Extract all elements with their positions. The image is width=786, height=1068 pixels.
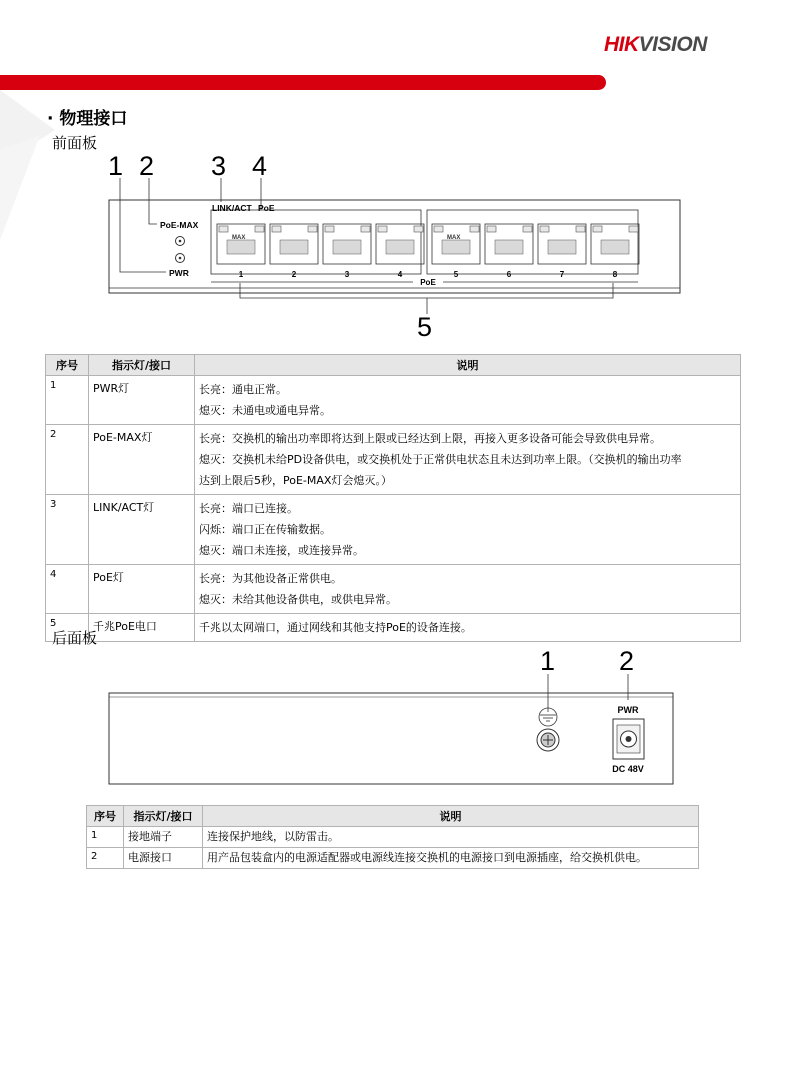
row-name: LINK/ACT灯	[89, 495, 195, 565]
rear-panel-title: 后面板	[52, 629, 98, 647]
port-number: 2	[291, 270, 297, 279]
header-num: 序号	[46, 355, 89, 376]
port-number: 7	[559, 270, 565, 279]
port-number: 4	[397, 270, 403, 279]
table-row	[87, 848, 699, 869]
table-row	[46, 614, 741, 642]
header-num: 序号	[87, 806, 124, 827]
row-name: 接地端子	[124, 827, 203, 848]
table-row	[46, 376, 741, 425]
row-desc: 长亮：交换机的输出功率即将达到上限或已经达到上限，再接入更多设备可能会导致供电异常。 熄灭：交换机未给PD设备供电，或交换机处于正常供电状态且未达到功率上限。（交换机的输出功率 达到上限后5秒，PoE-MAX灯会熄灭。）	[195, 425, 741, 495]
row-desc: 长亮：通电正常。 熄灭：未通电或通电异常。	[195, 376, 741, 425]
ground-terminal-icon	[537, 729, 559, 751]
dc-label: DC 48V	[612, 764, 644, 774]
row-num: 3	[46, 495, 89, 565]
port-number: 5	[453, 270, 459, 279]
port-number: 8	[612, 270, 618, 279]
section-title: · 物理接口	[47, 109, 128, 129]
row-num: 5	[46, 614, 89, 642]
table-row	[87, 827, 699, 848]
callout-4: 4	[252, 151, 268, 181]
row-name: PWR灯	[89, 376, 195, 425]
rear-pwr-label: PWR	[617, 705, 639, 715]
header-desc: 说明	[195, 355, 741, 376]
row-name: PoE-MAX灯	[89, 425, 195, 495]
header-name: 指示灯/接口	[124, 806, 203, 827]
row-num: 4	[46, 565, 89, 614]
row-num: 2	[46, 425, 89, 495]
callout-5: 5	[417, 312, 433, 342]
row-name: 千兆PoE电口	[89, 614, 195, 642]
front-panel-diagram	[100, 148, 690, 343]
callout-3: 3	[211, 151, 227, 181]
row-num: 1	[46, 376, 89, 425]
max-label-left: MAX	[232, 235, 246, 241]
row-desc: 长亮：为其他设备正常供电。 熄灭：未给其他设备供电，或供电异常。	[195, 565, 741, 614]
table-header-row	[87, 806, 699, 827]
row-name: 电源接口	[124, 848, 203, 869]
row-desc: 长亮：端口已连接。 闪烁：端口正在传输数据。 熄灭：端口未连接，或连接异常。	[195, 495, 741, 565]
row-desc: 用产品包装盒内的电源适配器或电源线连接交换机的电源接口到电源插座，给交换机供电。	[203, 848, 699, 869]
header-red-bar	[0, 75, 606, 90]
row-num: 2	[87, 848, 124, 869]
front-panel-table	[45, 354, 741, 642]
port-number: 1	[238, 270, 244, 279]
link-act-label: LINK/ACT	[212, 203, 252, 213]
table-row	[46, 425, 741, 495]
header-name: 指示灯/接口	[89, 355, 195, 376]
poe-bar-label: PoE	[420, 278, 436, 287]
row-num: 1	[87, 827, 124, 848]
row-desc: 连接保护地线，以防雷击。	[203, 827, 699, 848]
header-desc: 说明	[203, 806, 699, 827]
port-number: 3	[344, 270, 350, 279]
front-panel-title: 前面板	[52, 134, 98, 152]
poe-max-label: PoE-MAX	[160, 220, 199, 230]
max-label-right: MAX	[447, 235, 461, 241]
row-name: PoE灯	[89, 565, 195, 614]
callout-2: 2	[139, 151, 155, 181]
hikvision-logo: HIKVISION	[604, 33, 707, 56]
rear-callout-1: 1	[540, 646, 556, 676]
port-number: 6	[506, 270, 512, 279]
table-row	[46, 495, 741, 565]
poe-label: PoE	[258, 203, 275, 213]
rear-callout-2: 2	[619, 646, 635, 676]
power-jack-icon	[613, 719, 644, 759]
callout-1: 1	[108, 151, 124, 181]
table-header-row	[46, 355, 741, 376]
rear-panel-diagram	[100, 642, 690, 792]
table-row	[46, 565, 741, 614]
row-desc: 千兆以太网端口，通过网线和其他支持PoE的设备连接。	[195, 614, 741, 642]
rear-panel-table	[86, 805, 699, 869]
pwr-label: PWR	[169, 268, 189, 278]
